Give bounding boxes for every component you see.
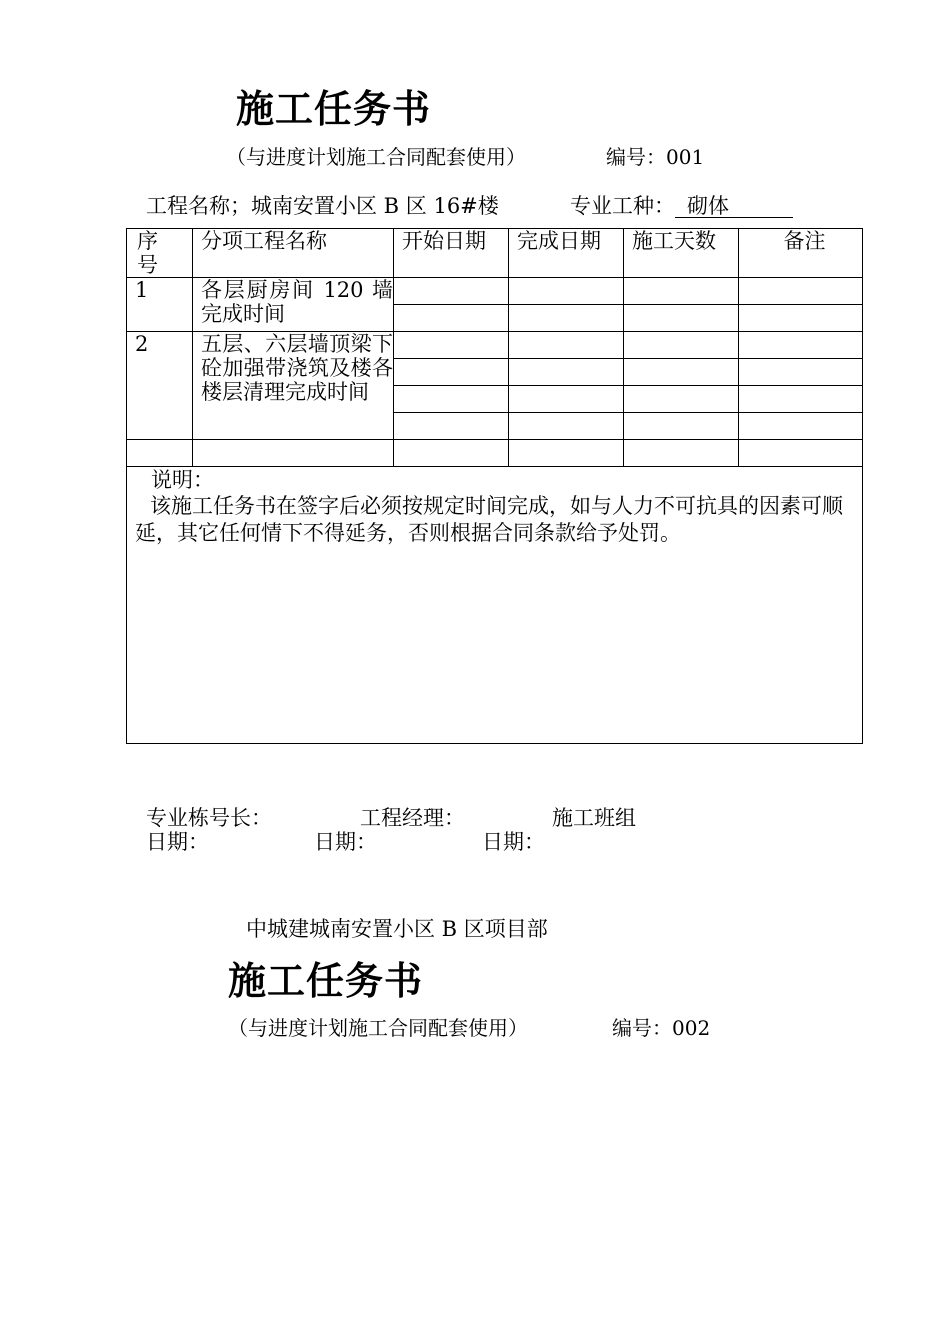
form2-subtitle: （与进度计划施工合同配套使用） (228, 1016, 528, 1040)
header-seq: 序号 (127, 229, 193, 278)
form2-title: 施工任务书 (228, 958, 424, 1003)
notes-row (127, 467, 863, 744)
table-cell[interactable] (624, 413, 739, 440)
form1-number: 编号：001 (606, 145, 705, 169)
row1-name: 各层厨房间 120 墙完成时间 (193, 278, 394, 332)
table-cell[interactable] (394, 305, 509, 332)
signature-date-1: 日期： (146, 830, 209, 854)
signature-leader: 专业栋号长： (146, 806, 272, 830)
table-cell[interactable] (127, 440, 193, 467)
table-cell[interactable] (739, 386, 863, 413)
row1-seq: 1 (127, 278, 193, 332)
table-row (127, 278, 863, 305)
table-cell[interactable] (394, 278, 509, 305)
table-cell[interactable] (739, 440, 863, 467)
table-cell[interactable] (394, 332, 509, 359)
table-cell[interactable] (739, 413, 863, 440)
table-cell[interactable] (624, 305, 739, 332)
signature-manager: 工程经理： (360, 806, 465, 830)
table-cell[interactable] (509, 413, 624, 440)
form1-title: 施工任务书 (236, 86, 432, 131)
notes-label: 说明： (151, 468, 214, 492)
table-cell[interactable] (193, 440, 394, 467)
header-remarks: 备注 (739, 229, 863, 278)
table-cell[interactable] (394, 386, 509, 413)
table-cell[interactable] (739, 332, 863, 359)
table-cell[interactable] (509, 332, 624, 359)
specialty-field (570, 190, 793, 220)
table-cell[interactable] (739, 305, 863, 332)
table-cell[interactable] (509, 278, 624, 305)
table-cell[interactable] (509, 305, 624, 332)
table-cell[interactable] (624, 359, 739, 386)
table-cell[interactable] (624, 278, 739, 305)
table-cell[interactable] (394, 413, 509, 440)
notes-cell (127, 467, 863, 744)
table-cell[interactable] (739, 359, 863, 386)
table-cell[interactable] (394, 440, 509, 467)
signature-date-3: 日期： (482, 830, 545, 854)
table-row-empty (127, 440, 863, 467)
table-cell[interactable] (624, 386, 739, 413)
table-row (127, 332, 863, 359)
header-start-date: 开始日期 (394, 229, 509, 278)
table-cell[interactable] (739, 278, 863, 305)
header-days: 施工天数 (624, 229, 739, 278)
table-cell[interactable] (509, 440, 624, 467)
notes-text: 该施工任务书在签字后必须按规定时间完成，如与人力不可抗具的因素可顺延，其它任何情下不得延务，否则根据合同条款给予处罚。 (135, 494, 843, 545)
specialty-value: 砌体 (675, 195, 793, 218)
form1-subtitle: （与进度计划施工合同配套使用） (226, 145, 526, 169)
table-cell[interactable] (624, 332, 739, 359)
form2-number: 编号：002 (612, 1016, 711, 1040)
department: 中城建城南安置小区 B 区项目部 (246, 917, 548, 941)
header-finish-date: 完成日期 (509, 229, 624, 278)
table-cell[interactable] (394, 359, 509, 386)
table-cell[interactable] (509, 359, 624, 386)
row2-seq: 2 (127, 332, 193, 440)
row2-name: 五层、六层墙顶梁下砼加强带浇筑及楼各楼层清理完成时间 (193, 332, 394, 440)
signature-team: 施工班组 (552, 806, 636, 830)
table-header-row (127, 229, 863, 278)
header-item-name: 分项工程名称 (193, 229, 394, 278)
project-name: 工程名称；城南安置小区 B 区 16#楼 (146, 194, 499, 218)
table-cell[interactable] (509, 386, 624, 413)
task-table (126, 228, 863, 744)
specialty-label: 专业工种： (570, 194, 675, 218)
table-cell[interactable] (624, 440, 739, 467)
signature-date-2: 日期： (314, 830, 377, 854)
